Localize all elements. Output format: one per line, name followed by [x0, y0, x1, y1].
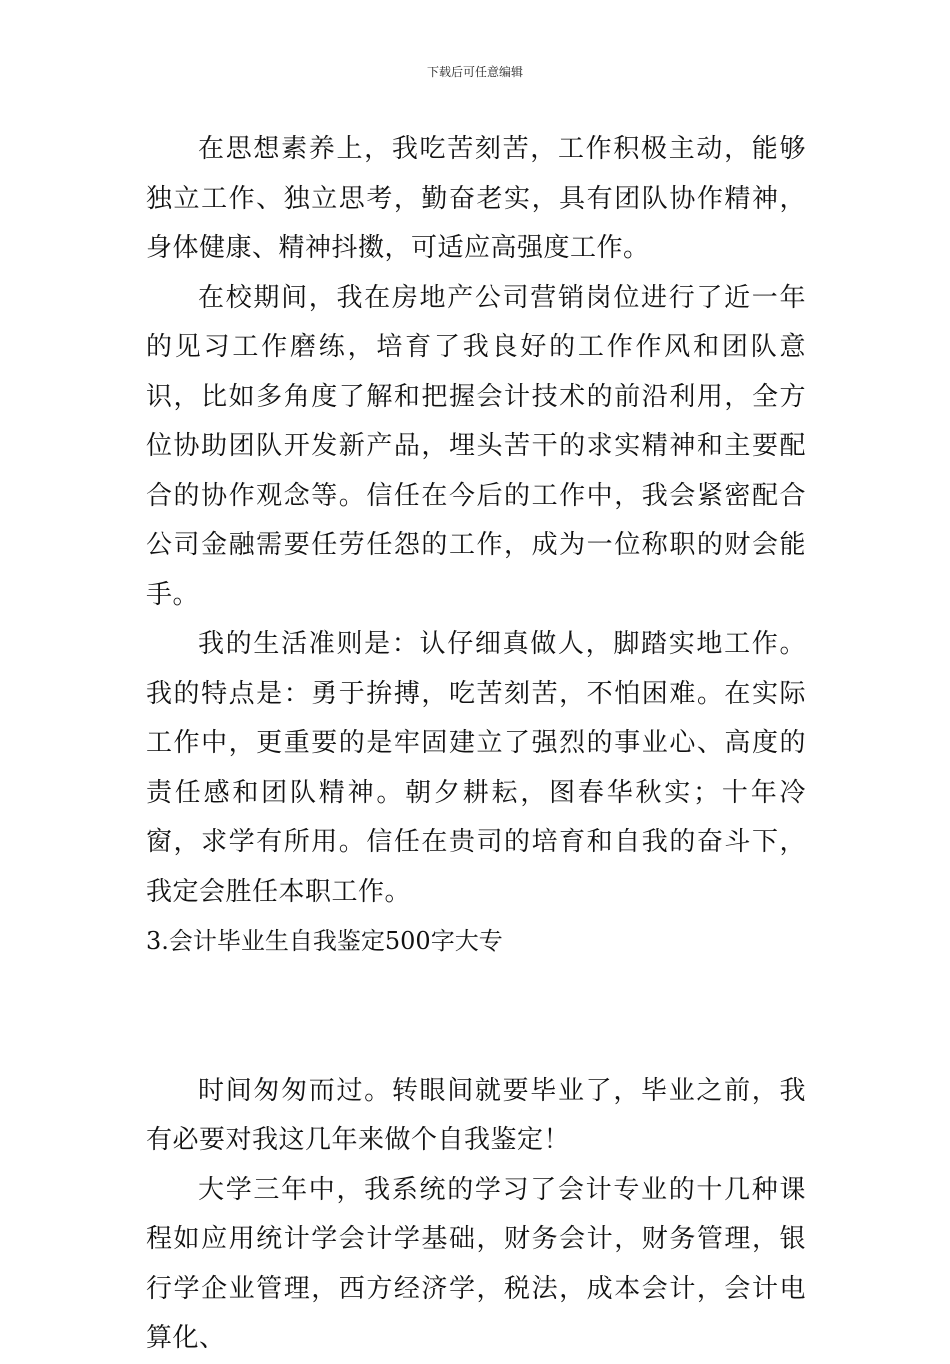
- section-heading: 3.会计毕业生自我鉴定500字大专: [146, 927, 503, 955]
- page-header: 下载后可任意编辑: [426, 65, 523, 79]
- paragraph: 我的生活准则是：认仔细真做人，脚踏实地工作。我的特点是：勇于拚搏，吃苦刻苦，不怕困难。在实际工作中，更重要的是牢固建立了强烈的事业心、高度的责任感和团队精神。朝夕耕耘，图春华秋实；十年冷窗，求学有所用。信任在贵司的培育和自我的奋斗下，我定会胜任本职工作。: [146, 629, 806, 907]
- paragraph: 大学三年中，我系统的学习了会计专业的十几种课程如应用统计学会计学基础，财务会计，财务管理，银行学企业管理，西方经济学，税法，成本会计，会计电算化、: [146, 1174, 806, 1353]
- document-body: [146, 125, 806, 1364]
- blank-spacer: [146, 967, 806, 1067]
- paragraph: 在思想素养上，我吃苦刻苦，工作积极主动，能够独立工作、独立思考，勤奋老实，具有团队协作精神，身体健康、精神抖擞，可适应高强度工作。: [146, 134, 806, 263]
- paragraph: 时间匆匆而过。转眼间就要毕业了，毕业之前，我有必要对我这几年来做个自我鉴定！: [146, 1075, 806, 1155]
- paragraph: 在校期间，我在房地产公司营销岗位进行了近一年的见习工作磨练，培育了我良好的工作作风和团队意识，比如多角度了解和把握会计技术的前沿利用，全方位协助团队开发新产品，埋头苦干的求实精神和主要配合的协作观念等。信任在今后的工作中，我会紧密配合公司金融需要任劳任怨的工作，成为一位称职的财会能手。: [146, 282, 806, 610]
